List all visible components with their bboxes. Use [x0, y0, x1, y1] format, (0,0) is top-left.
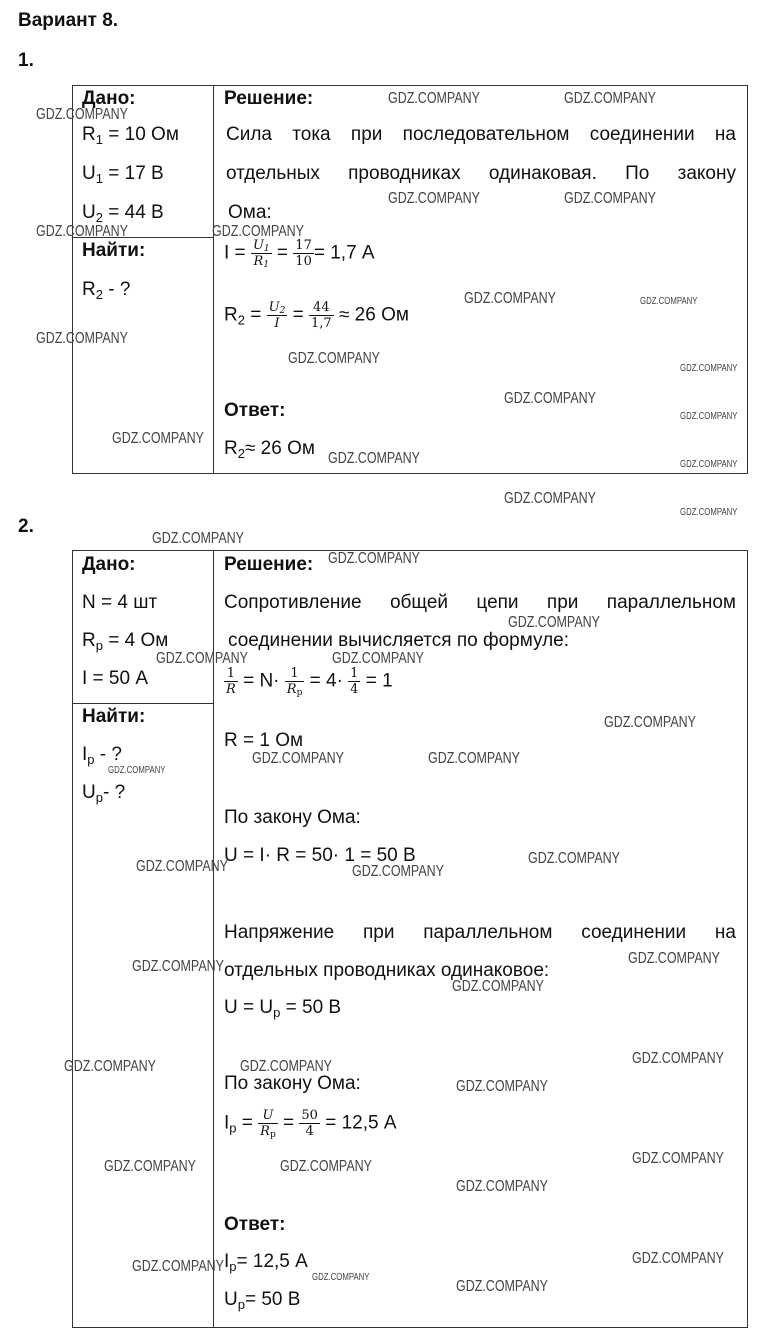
- task1-given-r1: $R_1 = 10$ Ом: [82, 124, 179, 147]
- task1-column-divider: [213, 85, 214, 474]
- watermark: GDZ.COMPANY: [36, 223, 128, 240]
- task1-number: 1.: [18, 50, 34, 71]
- watermark: GDZ.COMPANY: [508, 614, 600, 631]
- watermark: GDZ.COMPANY: [564, 90, 656, 107]
- task2-answer-up: $U_р= 50$ В: [224, 1289, 301, 1312]
- watermark: GDZ.COMPANY: [680, 507, 738, 518]
- task2-u-equality: $U = U_р = 50$ В: [224, 997, 342, 1020]
- page-title: Вариант 8.: [18, 10, 119, 31]
- task2-text2-line1: Напряжение при параллельном соединении на: [224, 922, 736, 943]
- task2-formula-total-resistance: $\frac{1}{R}$ = N· $\frac{1}{R_р}$ = 4· $\frac{1}{4}$ = 1: [226, 666, 393, 698]
- watermark: GDZ.COMPANY: [428, 750, 520, 767]
- task1-given-label: Дано:: [82, 88, 136, 109]
- watermark: GDZ.COMPANY: [452, 978, 544, 995]
- task2-given-i: I = 50 А: [82, 668, 149, 689]
- watermark: GDZ.COMPANY: [132, 958, 224, 975]
- task1-answer-label: Ответ:: [224, 400, 286, 421]
- task1-answer-value: $R_2\approx 26$ Ом: [224, 438, 315, 461]
- watermark: GDZ.COMPANY: [604, 714, 696, 731]
- watermark: GDZ.COMPANY: [156, 650, 248, 667]
- watermark: GDZ.COMPANY: [36, 106, 128, 123]
- watermark: GDZ.COMPANY: [456, 1078, 548, 1095]
- watermark: GDZ.COMPANY: [632, 1150, 724, 1167]
- watermark: GDZ.COMPANY: [632, 1050, 724, 1067]
- watermark: GDZ.COMPANY: [212, 223, 304, 240]
- watermark: GDZ.COMPANY: [64, 1058, 156, 1075]
- task1-formula-current: I = $\frac{U_1}{R_1}$ = $\frac{17}{10}$ = 1,7 А: [224, 238, 375, 270]
- watermark: GDZ.COMPANY: [136, 858, 228, 875]
- watermark: GDZ.COMPANY: [280, 1158, 372, 1175]
- task2-ip-formula: $I_р$ = $\frac{U}{R_р}$ = $\frac{50}{4}$ = 12,5 А: [224, 1108, 397, 1140]
- watermark: GDZ.COMPANY: [36, 330, 128, 347]
- task1-formula-resistance: $R_2$ = $\frac{U_2}{I}$ = $\frac{44}{1,7}$ ≈ 26 Ом: [224, 300, 409, 331]
- watermark: GDZ.COMPANY: [628, 950, 720, 967]
- watermark: GDZ.COMPANY: [132, 1258, 224, 1275]
- task2-ohm-label1: По закону Ома:: [224, 807, 361, 828]
- task1-find-label: Найти:: [82, 240, 146, 261]
- task2-text1-line2: соединении вычисляется по формуле:: [228, 630, 570, 651]
- watermark: GDZ.COMPANY: [288, 350, 380, 367]
- task2-given-rp: $R_р = 4$ Ом: [82, 630, 169, 653]
- task2-text2-line2: отдельных проводниках одинаковое:: [224, 960, 550, 981]
- watermark: GDZ.COMPANY: [312, 1272, 370, 1283]
- task1-given-u1: $U_1 = 17$ В: [82, 163, 164, 186]
- watermark: GDZ.COMPANY: [332, 650, 424, 667]
- watermark: GDZ.COMPANY: [680, 459, 738, 470]
- task1-solution-label: Решение:: [224, 88, 314, 109]
- task2-answer-label: Ответ:: [224, 1214, 286, 1235]
- task2-solution-label: Решение:: [224, 554, 314, 575]
- watermark: GDZ.COMPANY: [328, 450, 420, 467]
- watermark: GDZ.COMPANY: [456, 1278, 548, 1295]
- watermark: GDZ.COMPANY: [352, 863, 444, 880]
- watermark: GDZ.COMPANY: [640, 296, 698, 307]
- task2-r-result: R = 1 Ом: [224, 730, 304, 751]
- watermark: GDZ.COMPANY: [328, 550, 420, 567]
- watermark: GDZ.COMPANY: [240, 1058, 332, 1075]
- task1-text-line1: Сила тока при последовательном соединении на: [226, 124, 736, 145]
- task2-find-label: Найти:: [82, 706, 146, 727]
- watermark: GDZ.COMPANY: [388, 90, 480, 107]
- task2-answer-ip: $I_р= 12,5$ А: [224, 1251, 308, 1274]
- watermark: GDZ.COMPANY: [456, 1178, 548, 1195]
- watermark: GDZ.COMPANY: [504, 490, 596, 507]
- watermark: GDZ.COMPANY: [388, 190, 480, 207]
- task2-u-formula: U = I· R = 50· 1 = 50 В: [224, 845, 416, 866]
- watermark: GDZ.COMPANY: [152, 530, 244, 547]
- watermark: GDZ.COMPANY: [504, 390, 596, 407]
- task2-text1-line1: Сопротивление общей цепи при параллельном: [224, 592, 736, 613]
- watermark: GDZ.COMPANY: [104, 1158, 196, 1175]
- task2-given-n: N = 4 шт: [82, 592, 158, 613]
- task1-text-line2: отдельных проводниках одинаковая. По закону: [226, 163, 736, 184]
- watermark: GDZ.COMPANY: [112, 430, 204, 447]
- task2-number: 2.: [18, 516, 34, 537]
- task1-text-line3: Ома:: [228, 202, 272, 223]
- task2-given-divider: [72, 703, 214, 704]
- task1-find-r2: $R_2$ - ?: [82, 279, 131, 302]
- watermark: GDZ.COMPANY: [464, 290, 556, 307]
- task2-find-up: $U_р-$ ?: [82, 782, 126, 805]
- task2-ohm-label2: По закону Ома:: [224, 1073, 361, 1094]
- watermark: GDZ.COMPANY: [108, 765, 166, 776]
- task2-find-ip: $I_р$ - ?: [82, 744, 122, 767]
- watermark: GDZ.COMPANY: [564, 190, 656, 207]
- watermark: GDZ.COMPANY: [680, 363, 738, 374]
- watermark: GDZ.COMPANY: [528, 850, 620, 867]
- task1-given-u2: $U_2 = 44$ В: [82, 202, 164, 225]
- watermark: GDZ.COMPANY: [632, 1250, 724, 1267]
- task2-given-label: Дано:: [82, 554, 136, 575]
- watermark: GDZ.COMPANY: [252, 750, 344, 767]
- watermark: GDZ.COMPANY: [680, 411, 738, 422]
